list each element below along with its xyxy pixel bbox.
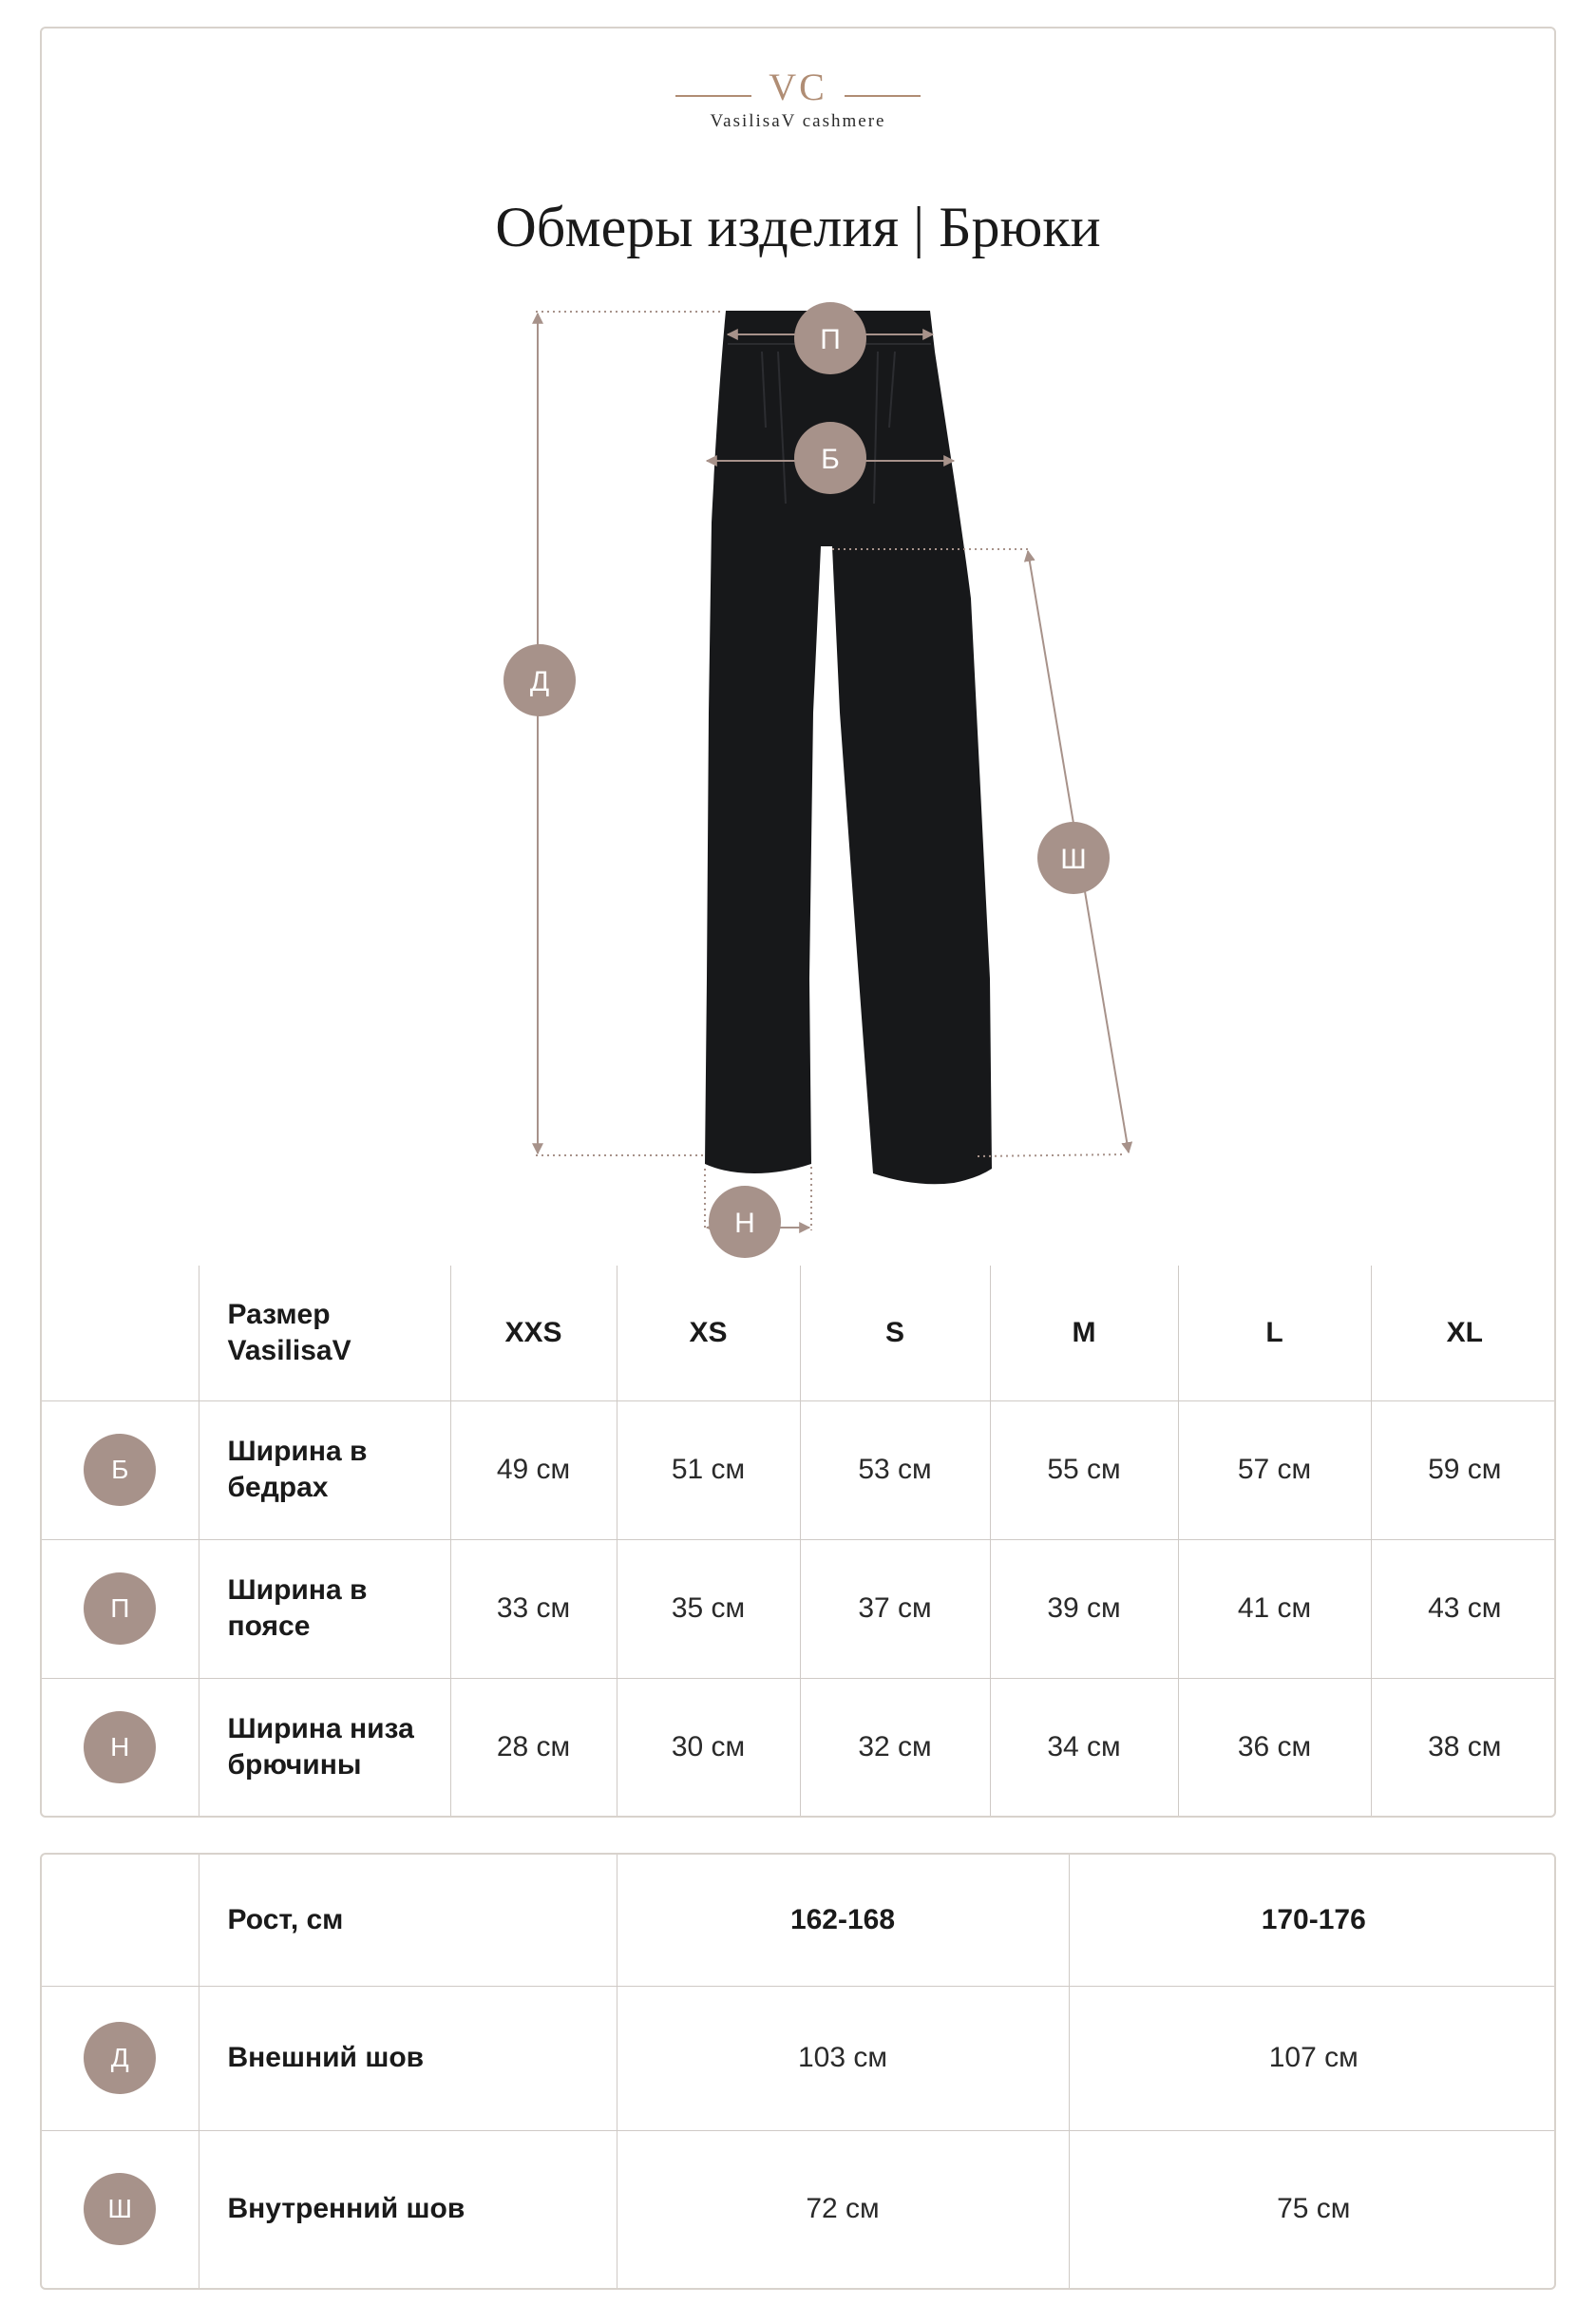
outer-seam-badge-label: Д <box>529 666 550 697</box>
value-cell: 59 см <box>1371 1400 1556 1539</box>
value-cell: 41 см <box>1178 1539 1371 1678</box>
size-col-l: L <box>1178 1266 1371 1400</box>
height-table <box>42 1855 1556 2288</box>
waist-badge-label: П <box>820 324 841 355</box>
page-title: Обмеры изделия | Брюки <box>495 196 1101 258</box>
size-col-xs: XS <box>617 1266 800 1400</box>
height-col-1: 162-168 <box>617 1855 1069 1986</box>
value-cell: 32 см <box>800 1678 990 1816</box>
height-table-header-row <box>42 1855 1556 1986</box>
value-cell: 57 см <box>1178 1400 1371 1539</box>
table-row <box>42 1986 1556 2130</box>
empty-corner-cell <box>42 1855 199 1986</box>
height-header-label: Рост, см <box>199 1855 617 1986</box>
row-label-waist: Ширина в поясе <box>199 1539 450 1678</box>
hips-badge-icon: Б <box>84 1434 156 1506</box>
value-cell: 49 см <box>450 1400 617 1539</box>
size-col-xxs: XXS <box>450 1266 617 1400</box>
height-card <box>40 1853 1556 2290</box>
value-cell: 36 см <box>1178 1678 1371 1816</box>
size-header-label: Размер VasilisaV <box>199 1266 450 1400</box>
waist-badge-icon: П <box>84 1572 156 1645</box>
value-cell: 55 см <box>990 1400 1178 1539</box>
value-cell: 28 см <box>450 1678 617 1816</box>
value-cell: 75 см <box>1069 2130 1556 2288</box>
value-cell: 51 см <box>617 1400 800 1539</box>
row-label-outer-seam: Внешний шов <box>199 1986 617 2130</box>
size-table <box>42 1266 1556 1816</box>
logo-monogram: VC <box>769 66 827 108</box>
size-col-s: S <box>800 1266 990 1400</box>
size-col-xl: XL <box>1371 1266 1556 1400</box>
inner-seam-badge-icon: Ш <box>84 2173 156 2245</box>
logo-brand-name: VasilisaV cashmere <box>710 111 886 131</box>
value-cell: 38 см <box>1371 1678 1556 1816</box>
inner-seam-bottom-guide <box>978 1154 1125 1156</box>
value-cell: 34 см <box>990 1678 1178 1816</box>
row-label-hem: Ширина низа брючины <box>199 1678 450 1816</box>
table-row <box>42 1400 1556 1539</box>
table-row <box>42 1678 1556 1816</box>
value-cell: 30 см <box>617 1678 800 1816</box>
row-label-hips: Ширина в бедрах <box>199 1400 450 1539</box>
table-row <box>42 2130 1556 2288</box>
hem-badge-label: Н <box>734 1208 755 1239</box>
value-cell: 43 см <box>1371 1539 1556 1678</box>
value-cell: 107 см <box>1069 1986 1556 2130</box>
table-row <box>42 1539 1556 1678</box>
row-label-inner-seam: Внутренний шов <box>199 2130 617 2288</box>
value-cell: 37 см <box>800 1539 990 1678</box>
inner-seam-badge-label: Ш <box>1060 844 1087 875</box>
hem-badge-icon: Н <box>84 1711 156 1783</box>
value-cell: 39 см <box>990 1539 1178 1678</box>
pants-diagram <box>42 29 1556 1302</box>
size-table-header-row <box>42 1266 1556 1400</box>
empty-corner-cell <box>42 1266 199 1400</box>
value-cell: 35 см <box>617 1539 800 1678</box>
value-cell: 53 см <box>800 1400 990 1539</box>
value-cell: 103 см <box>617 1986 1069 2130</box>
value-cell: 33 см <box>450 1539 617 1678</box>
size-col-m: M <box>990 1266 1178 1400</box>
height-col-2: 170-176 <box>1069 1855 1556 1986</box>
hips-badge-label: Б <box>821 444 840 475</box>
value-cell: 72 см <box>617 2130 1069 2288</box>
measurements-card <box>40 27 1556 1818</box>
outer-seam-badge-icon: Д <box>84 2022 156 2094</box>
